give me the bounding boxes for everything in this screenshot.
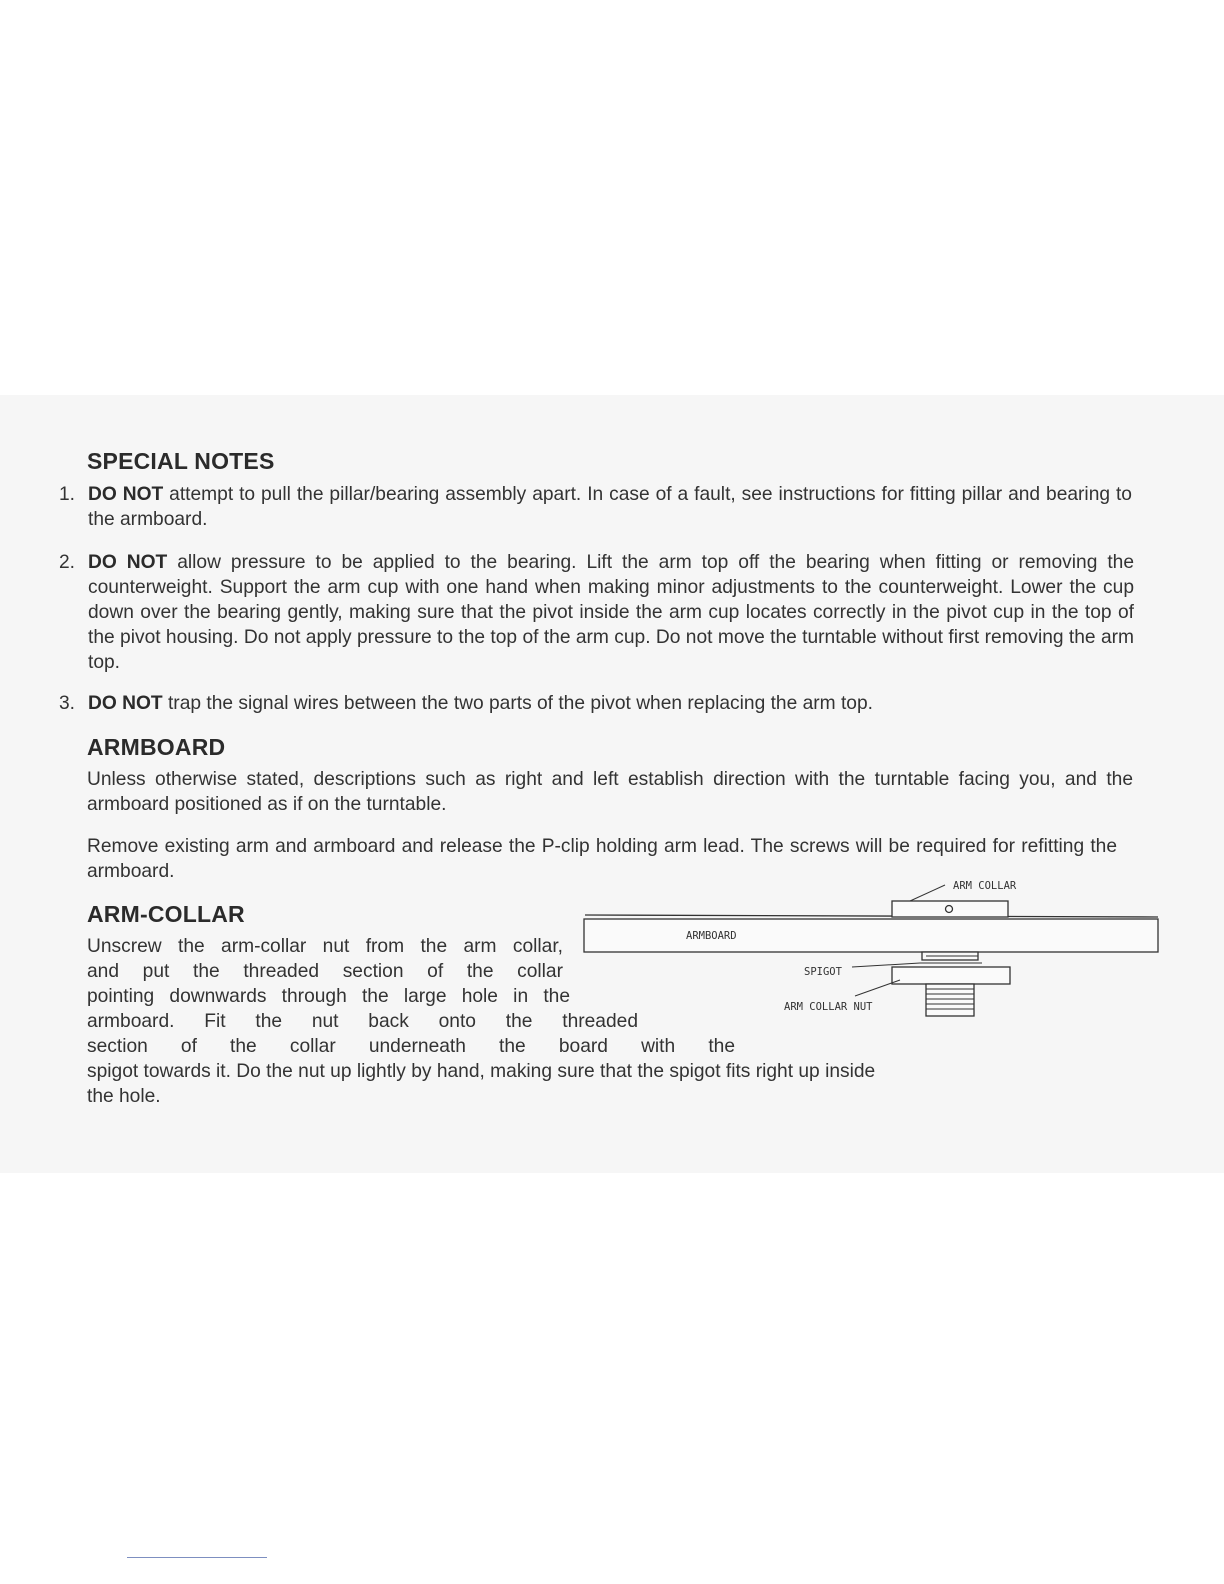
arm-collar-line-5: section of the collar underneath the board with the: [87, 1036, 735, 1057]
label-spigot: SPIGOT: [804, 966, 842, 978]
armboard-paragraph-2: Remove existing arm and armboard and release the P-clip holding arm lead. The screws will be required for refitting the armboard.: [87, 836, 1117, 882]
nut-leader: [855, 980, 900, 996]
label-arm-collar-nut: ARM COLLAR NUT: [784, 1001, 873, 1013]
arm-collar-line-3: pointing downwards through the large hole in the: [87, 986, 570, 1007]
note-number-1: 1.: [59, 484, 76, 505]
armboard-paragraph-1: Unless otherwise stated, descriptions such as right and left establish direction with the turntable facing you, and the armboard positioned as if on the turntable.: [87, 769, 1133, 815]
armboard-shape: [584, 919, 1158, 952]
arm-collar-line-2: and put the threaded section of the collar: [87, 961, 563, 982]
label-armboard: ARMBOARD: [686, 930, 737, 942]
note-text-3: trap the signal wires between the two parts of the pivot when replacing the arm top.: [167, 693, 873, 714]
arm-collar-diagram: [580, 875, 1170, 1025]
arm-collar-line-6: spigot towards it. Do the nut up lightly by hand, making sure that the spigot fits right up inside the hole.: [87, 1061, 876, 1107]
note-text-2: allow pressure to be applied to the bearing. Lift the arm top off the bearing when fitting or removing the counterweight. Support the arm cup with one hand when making minor adjustments to the counterweight. Lower the cup down over the bearing gently, making sure that the pivot inside the arm cup locates correctly in the pivot cup in the top of the pivot housing. Do not apply pressure to the top of the arm cup. Do not move the turntable without first removing the arm top.: [88, 552, 1135, 673]
arm-collar-leader: [910, 885, 945, 901]
note-emphasis-2: DO NOT: [88, 552, 168, 573]
arm-collar-shape: [892, 901, 1008, 917]
arm-collar-line-4: armboard. Fit the nut back onto the threaded: [87, 1011, 638, 1032]
arm-collar-heading: ARM-COLLAR: [87, 901, 245, 927]
note-number-2: 2.: [59, 552, 76, 573]
footer-rule: [127, 1557, 267, 1558]
note-item-1: [88, 482, 1132, 532]
note-text-1: attempt to pull the pillar/bearing assembly apart. In case of a fault, see instructions for fitting pillar and bearing to the armboard.: [88, 484, 1132, 530]
collar-flange-shape: [892, 967, 1010, 984]
special-notes-heading: SPECIAL NOTES: [87, 448, 275, 474]
armboard-heading: ARMBOARD: [87, 734, 226, 760]
armboard-top-edge: [585, 915, 1158, 917]
note-emphasis-3: DO NOT: [88, 693, 163, 714]
note-item-2: [88, 550, 1134, 675]
note-number-3: 3.: [59, 693, 76, 714]
arm-collar-line-1: Unscrew the arm-collar nut from the arm collar,: [87, 936, 563, 957]
note-emphasis-1: DO NOT: [88, 484, 164, 505]
note-item-3: [88, 691, 1148, 716]
label-arm-collar: ARM COLLAR: [953, 880, 1017, 892]
